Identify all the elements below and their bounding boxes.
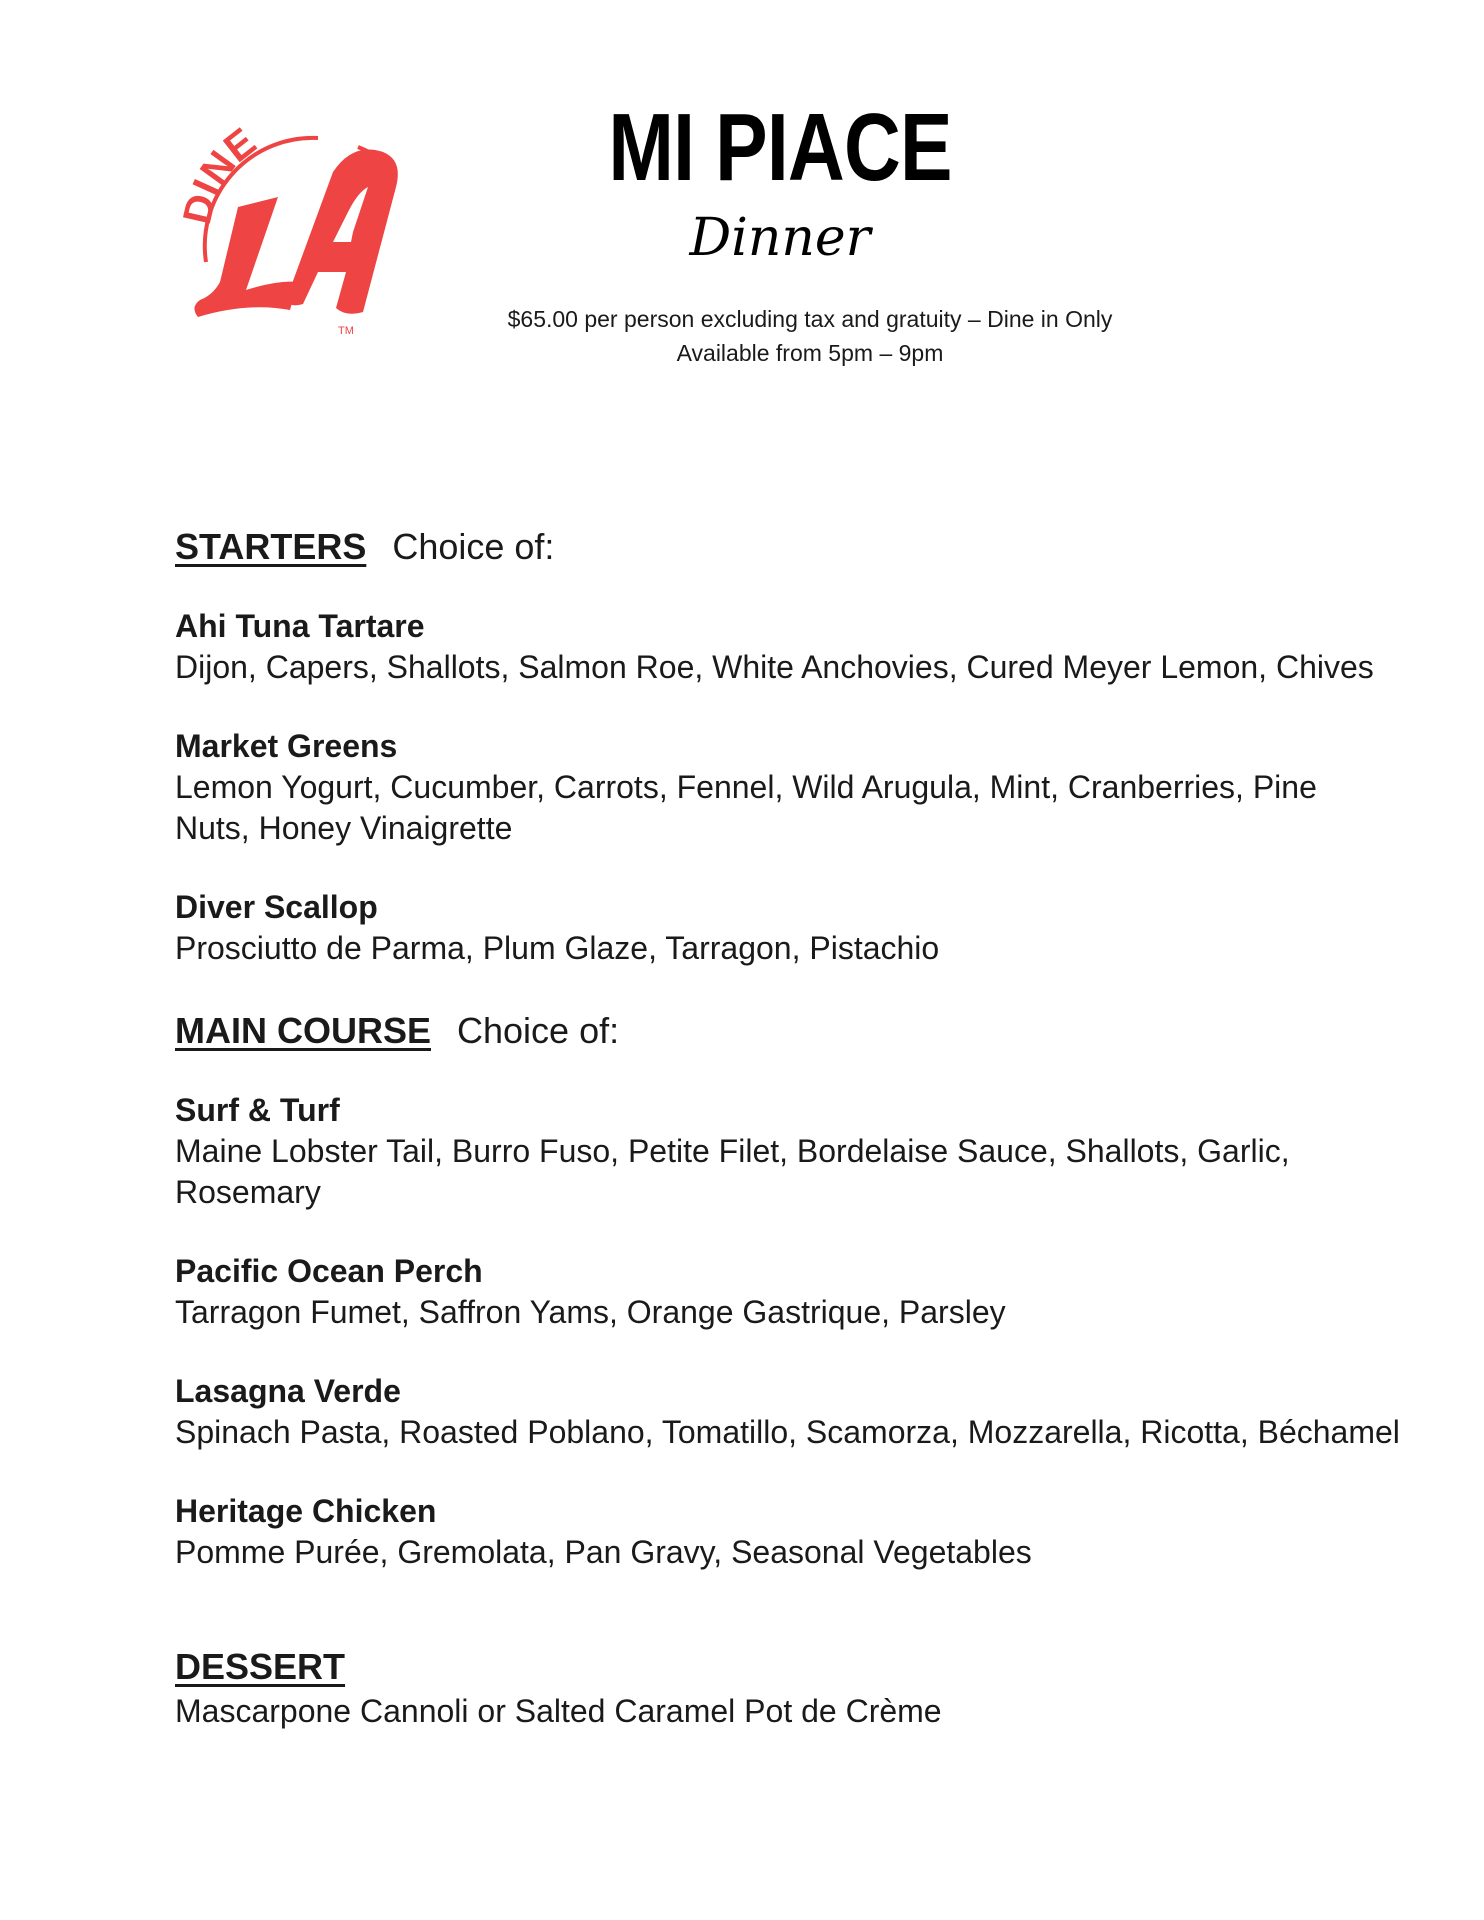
dine-la-logo xyxy=(168,112,438,344)
dish-description: Lemon Yogurt, Cucumber, Carrots, Fennel, Wild Arugula, Mint, Cranberries, Pine Nuts, Honey Vinaigrette xyxy=(175,769,1317,847)
section-dessert-heading xyxy=(175,1645,1405,1688)
dish-name: Heritage Chicken xyxy=(175,1493,437,1530)
section-title: MAIN COURSE xyxy=(175,1010,432,1052)
dish-name: Surf & Turf xyxy=(175,1092,340,1129)
dish-name: Market Greens xyxy=(175,728,398,765)
menu-item xyxy=(175,1251,1405,1333)
logo-dine-text: DINE xyxy=(175,119,265,228)
dish-description: Pomme Purée, Gremolata, Pan Gravy, Seasonal Vegetables xyxy=(175,1534,1032,1571)
price-line: $65.00 per person excluding tax and gratuity – Dine in Only xyxy=(507,306,1113,332)
dish-description: Spinach Pasta, Roasted Poblano, Tomatillo, Scamorza, Mozzarella, Ricotta, Béchamel xyxy=(175,1414,1400,1451)
menu-item xyxy=(175,606,1405,688)
dish-name: Ahi Tuna Tartare xyxy=(175,608,425,645)
dessert-description: Mascarpone Cannoli or Salted Caramel Pot de Crème xyxy=(175,1692,942,1729)
section-choice-label: Choice of: xyxy=(457,1010,620,1052)
dish-description: Maine Lobster Tail, Burro Fuso, Petite Filet, Bordelaise Sauce, Shallots, Garlic, Rosemary xyxy=(175,1133,1290,1211)
restaurant-title: MI PIACE xyxy=(608,94,952,201)
menu-item xyxy=(175,1491,1405,1573)
dish-description: Prosciutto de Parma, Plum Glaze, Tarragon, Pistachio xyxy=(175,930,940,967)
section-title: STARTERS xyxy=(175,526,367,567)
menu-item xyxy=(175,887,1405,969)
dish-name: Diver Scallop xyxy=(175,889,378,926)
menu-body xyxy=(175,525,1405,1732)
dish-name: Pacific Ocean Perch xyxy=(175,1253,483,1290)
section-choice-label: Choice of: xyxy=(392,526,555,567)
menu-item xyxy=(175,1371,1405,1453)
section-main-course-heading xyxy=(175,1009,1405,1052)
menu-item xyxy=(175,726,1405,849)
dish-description: Dijon, Capers, Shallots, Salmon Roe, White Anchovies, Cured Meyer Lemon, Chives xyxy=(175,649,1374,686)
hours-line: Available from 5pm – 9pm xyxy=(676,340,944,366)
logo-trademark: TM xyxy=(338,325,354,337)
menu-item xyxy=(175,1090,1405,1213)
dish-name: Lasagna Verde xyxy=(175,1373,401,1410)
section-starters-heading xyxy=(175,525,1405,568)
dish-description: Tarragon Fumet, Saffron Yams, Orange Gastrique, Parsley xyxy=(175,1294,1006,1331)
dine-la-logo-icon xyxy=(168,112,438,344)
meal-subtitle: Dinner xyxy=(689,208,871,268)
section-title: DESSERT xyxy=(175,1646,346,1688)
